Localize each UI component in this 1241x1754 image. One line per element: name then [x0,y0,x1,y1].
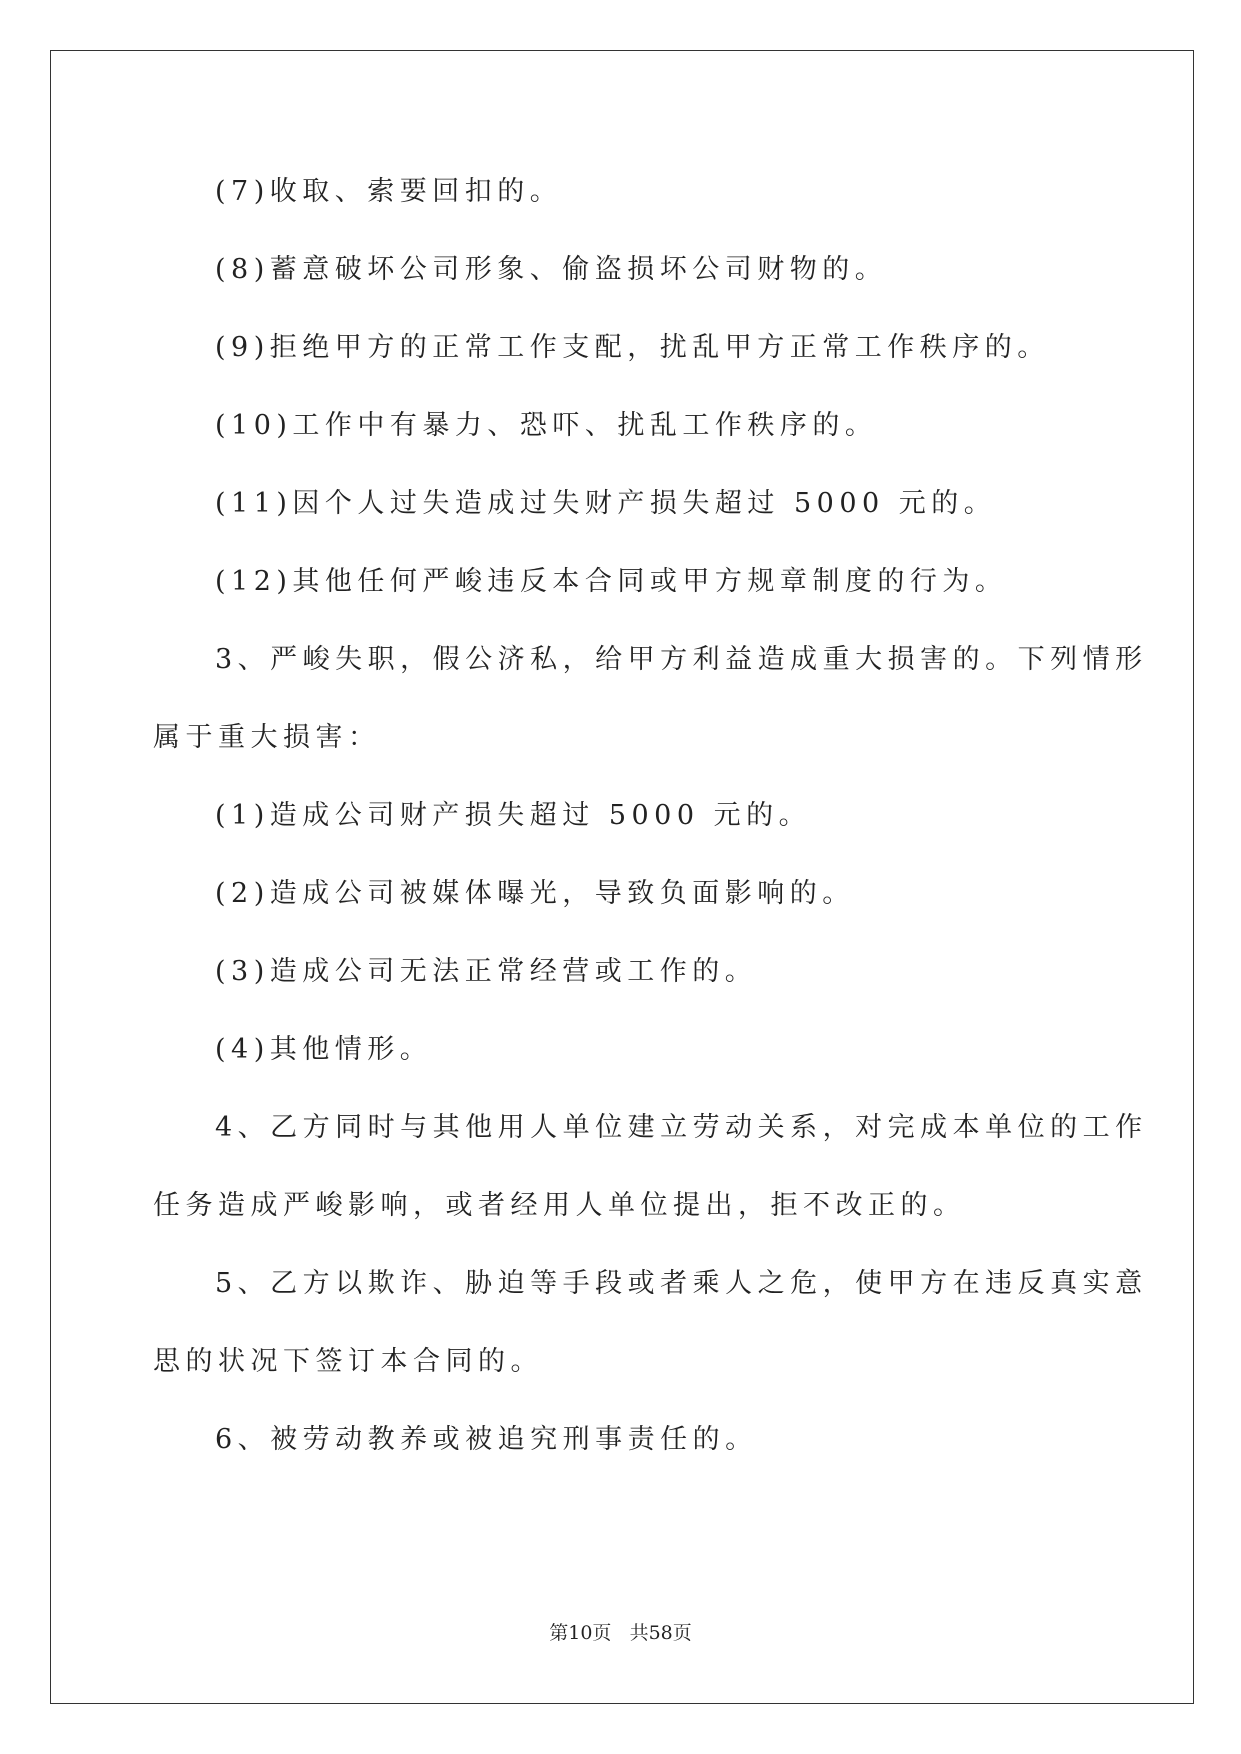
page-prefix: 第 [549,1622,569,1644]
paragraph-item-7: (7)收取、索要回扣的。 [215,176,563,207]
paragraph-sub-item-1: (1)造成公司财产损失超过 5000 元的。 [215,800,812,831]
page-footer [0,1620,1241,1646]
paragraph-clause-3-line-1: 3、严峻失职，假公济私，给甲方利益造成重大损害的。下列情形 [215,644,1148,675]
paragraph-clause-4-line-1: 4、乙方同时与其他用人单位建立劳动关系，对完成本单位的工作 [215,1112,1148,1143]
page-suffix: 页 [592,1622,612,1644]
paragraph-clause-6: 6、被劳动教养或被追究刑事责任的。 [215,1424,758,1455]
page-number: 10 [568,1622,593,1644]
paragraph-item-11: (11)因个人过失造成过失财产损失超过 5000 元的。 [215,488,997,519]
paragraph-clause-4-line-2: 任务造成严峻影响，或者经用人单位提出，拒不改正的。 [153,1190,966,1221]
total-prefix: 共 [629,1622,649,1644]
total-pages: 58 [648,1622,673,1644]
paragraph-sub-item-3: (3)造成公司无法正常经营或工作的。 [215,956,758,987]
paragraph-item-8: (8)蓄意破坏公司形象、偷盗损坏公司财物的。 [215,254,888,285]
paragraph-sub-item-4: (4)其他情形。 [215,1034,433,1065]
paragraph-item-12: (12)其他任何严峻违反本合同或甲方规章制度的行为。 [215,566,1008,597]
paragraph-clause-5-line-2: 思的状况下签订本合同的。 [153,1346,543,1377]
paragraph-clause-5-line-1: 5、乙方以欺诈、胁迫等手段或者乘人之危，使甲方在违反真实意 [215,1268,1148,1299]
paragraph-clause-3-line-2: 属于重大损害： [153,722,381,753]
paragraph-sub-item-2: (2)造成公司被媒体曝光，导致负面影响的。 [215,878,855,909]
total-suffix: 页 [672,1622,692,1644]
paragraph-item-9: (9)拒绝甲方的正常工作支配，扰乱甲方正常工作秩序的。 [215,332,1050,363]
paragraph-item-10: (10)工作中有暴力、恐吓、扰乱工作秩序的。 [215,410,878,441]
